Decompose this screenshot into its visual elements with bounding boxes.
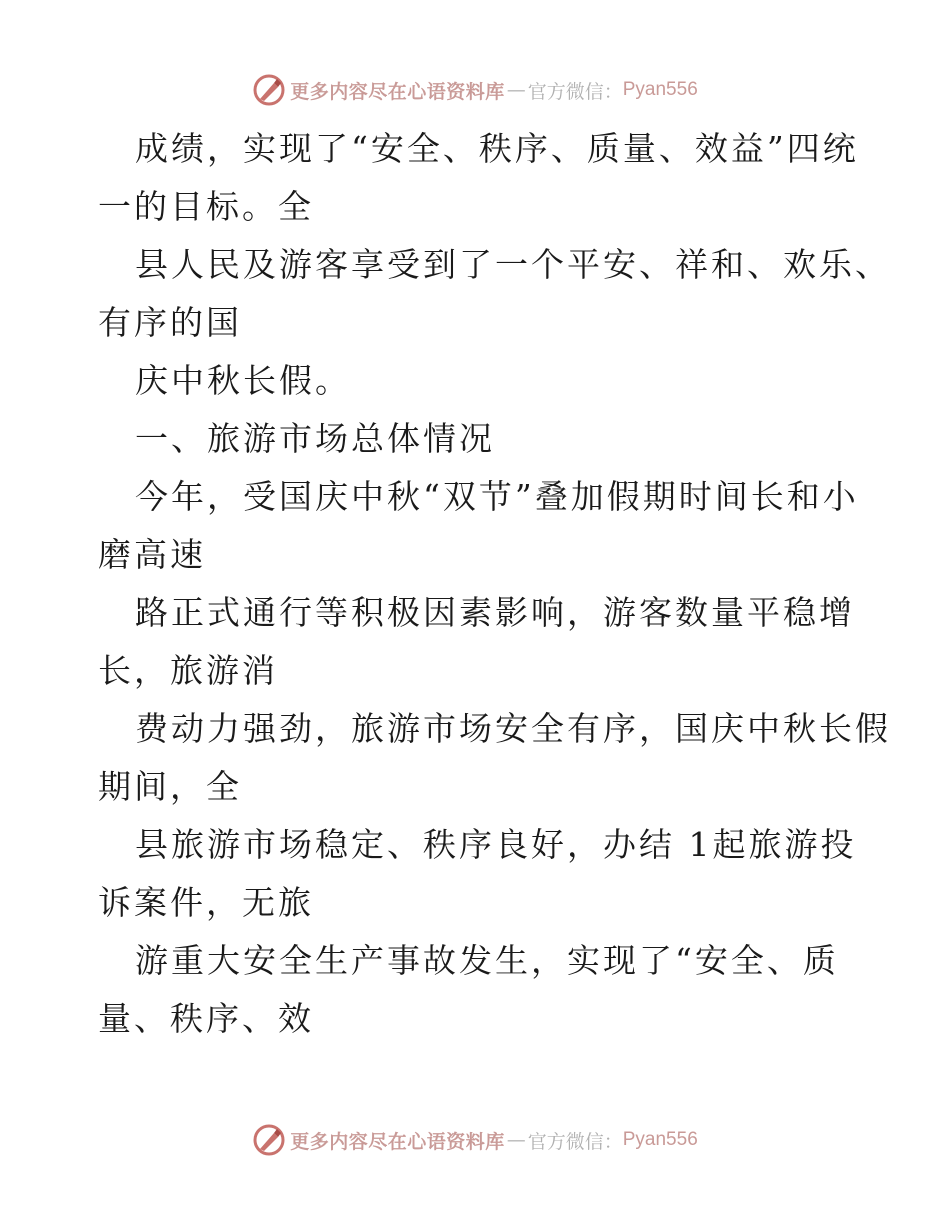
text-line: 今年，受国庆中秋“双节”叠加假期时间长和小 bbox=[135, 477, 859, 516]
watermark-brand: 更多内容尽在心语资料库 bbox=[290, 80, 505, 103]
watermark-sub: 官方微信： bbox=[527, 80, 623, 103]
pen-logo-icon bbox=[252, 1123, 286, 1157]
watermark-sub: 官方微信： bbox=[527, 1130, 623, 1153]
text-line: 一的目标。全 bbox=[98, 187, 314, 226]
watermark-id: Pyan556 bbox=[622, 79, 698, 100]
watermark-dash: — bbox=[506, 79, 526, 101]
text-line: 路正式通行等积极因素影响，游客数量平稳增 bbox=[135, 593, 855, 632]
text-line: 磨高速 bbox=[98, 535, 206, 574]
section-heading: 一、旅游市场总体情况 bbox=[135, 419, 495, 458]
text-line: 量、秩序、效 bbox=[98, 999, 314, 1038]
pen-logo-icon bbox=[252, 73, 286, 107]
header-watermark bbox=[0, 70, 950, 110]
document-body bbox=[98, 120, 891, 1048]
text-line: 有序的国 bbox=[98, 303, 242, 342]
text-line: 诉案件，无旅 bbox=[98, 883, 314, 922]
watermark-dash: — bbox=[506, 1129, 526, 1151]
text-line: 成绩，实现了“安全、秩序、质量、效益”四统 bbox=[135, 129, 859, 168]
text-line: 费动力强劲，旅游市场安全有序，国庆中秋长假 bbox=[135, 709, 891, 748]
footer-watermark bbox=[0, 1120, 950, 1160]
text-line: 游重大安全生产事故发生，实现了“安全、质 bbox=[135, 941, 839, 980]
text-line: 庆中秋长假。 bbox=[135, 361, 351, 400]
text-line: 县人民及游客享受到了一个平安、祥和、欢乐、 bbox=[135, 245, 891, 284]
watermark-id: Pyan556 bbox=[622, 1129, 698, 1150]
text-line: 期间，全 bbox=[98, 767, 242, 806]
watermark-brand: 更多内容尽在心语资料库 bbox=[290, 1130, 505, 1153]
text-line: 县旅游市场稳定、秩序良好，办结 1起旅游投 bbox=[135, 825, 857, 864]
text-line: 长，旅游消 bbox=[98, 651, 278, 690]
